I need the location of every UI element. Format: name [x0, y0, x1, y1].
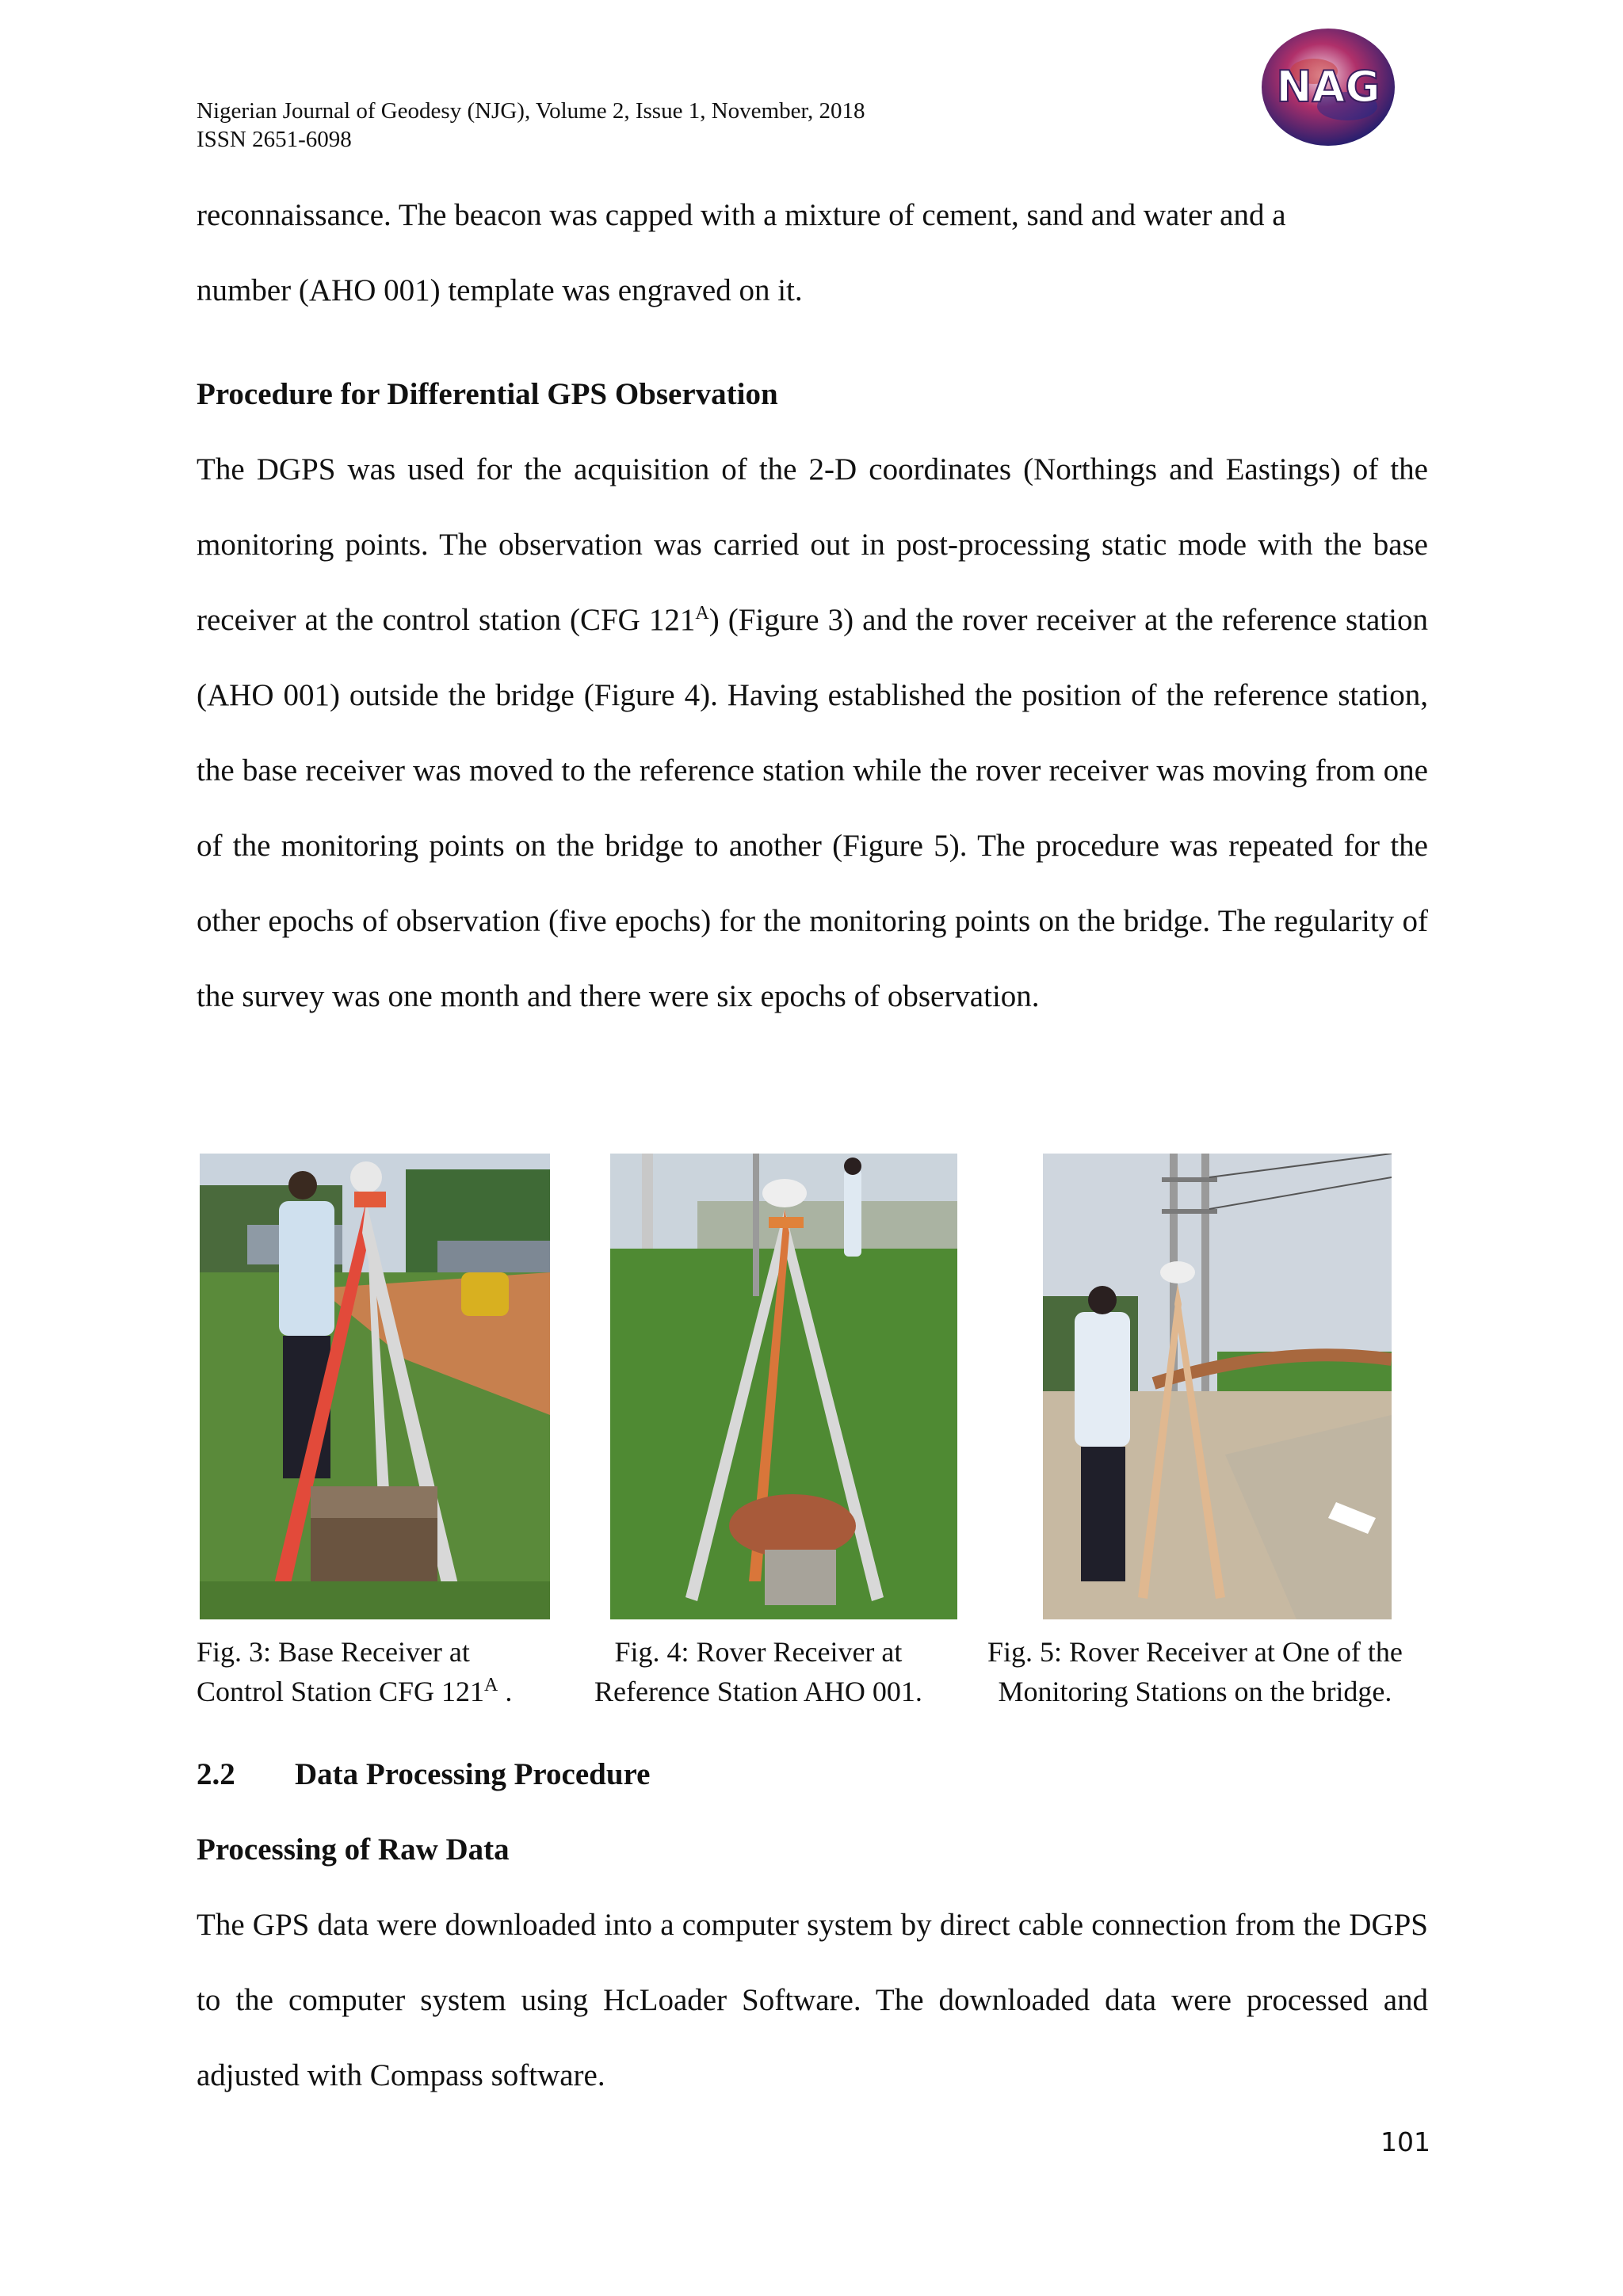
fig5-caption-line2: Monitoring Stations on the bridge.	[998, 1676, 1392, 1707]
figure-3-caption	[197, 1632, 512, 1711]
fig5-caption-line1: Fig. 5: Rover Receiver at One of the	[987, 1636, 1403, 1668]
figure-5-caption	[987, 1632, 1403, 1711]
logo-text: NAG	[1276, 62, 1381, 112]
journal-logo	[1258, 24, 1398, 151]
journal-title: Nigerian Journal of Geodesy (NJG), Volume 2, Issue 1, November, 2018	[197, 98, 865, 124]
fig4-caption-line1: Fig. 4: Rover Receiver at	[614, 1636, 903, 1668]
fig3-caption-line1: Fig. 3: Base Receiver at	[197, 1636, 470, 1668]
section-number: 2.2	[197, 1757, 235, 1791]
running-header	[197, 97, 865, 154]
issn: ISSN 2651-6098	[197, 127, 352, 152]
fig3-caption-end: .	[498, 1676, 513, 1707]
fig3-caption-superscript: A	[484, 1675, 498, 1695]
figure-4-caption	[594, 1632, 922, 1711]
dgps-heading: Procedure for Differential GPS Observation	[197, 377, 778, 411]
fig3-caption-text: Control Station CFG 121	[197, 1676, 485, 1707]
raw-data-paragraph: The GPS data were downloaded into a computer system by direct cable connection from the DGPS to the computer system using HcLoader Software. The downloaded data were processed and adjusted with Compass software.	[197, 1908, 1428, 2092]
figure-5-photo	[1043, 1154, 1392, 1619]
section-heading	[197, 1756, 650, 1794]
fig4-caption-line2: Reference Station AHO 001.	[594, 1676, 922, 1707]
superscript-a: A	[695, 603, 709, 624]
fig3-caption-line2	[197, 1672, 512, 1711]
dgps-text-part1: The DGPS was used for the acquisition of the 2-D coordinates (Northings and Eastings) of the monitoring points. The observation was carried out in post-processing static mode with the base receiver at the control station (CFG 121	[197, 452, 1428, 637]
intro-line-1: reconnaissance. The beacon was capped with a mixture of cement, sand and water and a	[197, 198, 1286, 232]
dgps-text-part2: ) (Figure 3) and the rover receiver at the reference station (AHO 001) outside the bridge (Figure 4). Having established the position of the reference station, the base receiver was moved to the reference station while the rover receiver was moving from one of the monitoring points on the bridge to another (Figure 5). The procedure was repeated for the other epochs of observation (five epochs) for the monitoring points on the bridge. The regularity of the survey was one month and there were six epochs of observation.	[197, 603, 1428, 1013]
figure-4-photo	[610, 1154, 957, 1619]
section-title: Data Processing Procedure	[295, 1757, 651, 1791]
intro-line-2: number (AHO 001) template was engraved on it.	[197, 273, 803, 307]
page-number: 101	[1381, 2126, 1430, 2157]
figure-3-photo	[200, 1154, 550, 1619]
dgps-paragraph	[197, 432, 1428, 1034]
raw-data-heading: Processing of Raw Data	[197, 1833, 510, 1867]
